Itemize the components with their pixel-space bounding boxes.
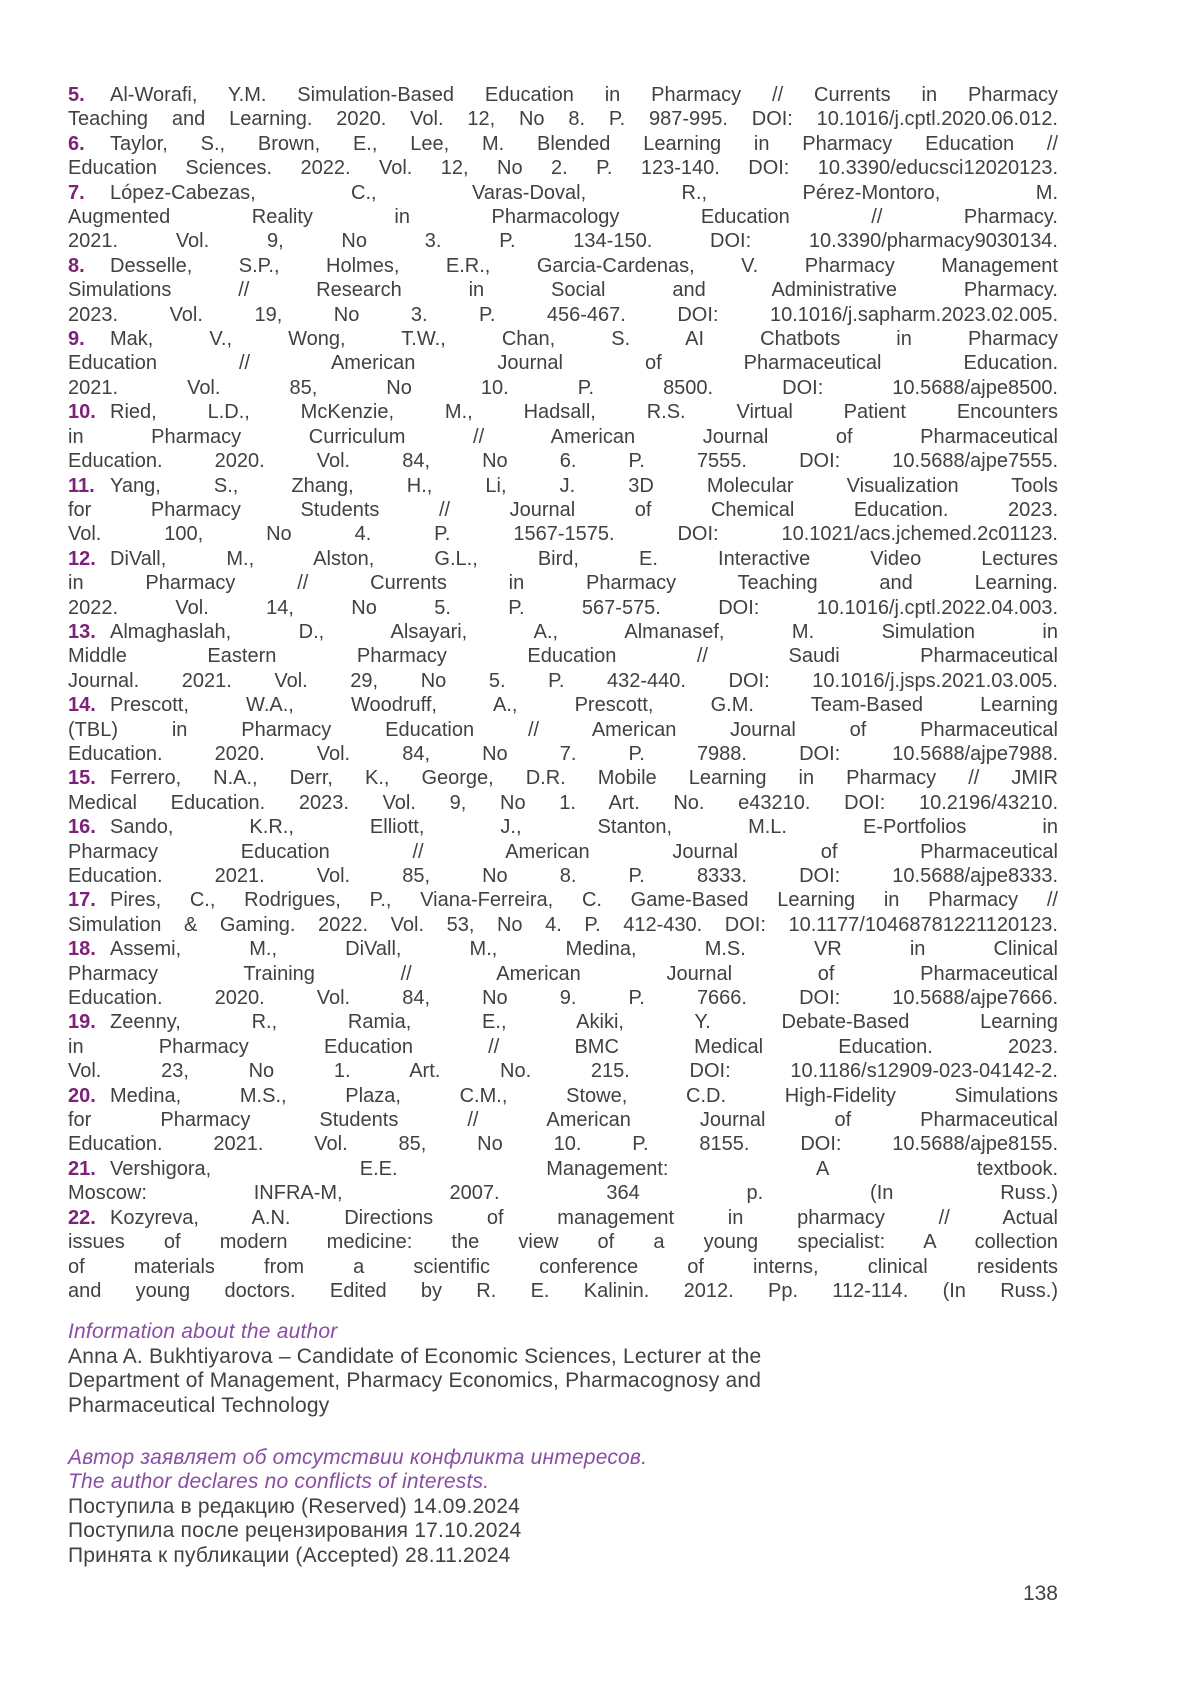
reference-number: 14.: [68, 694, 96, 717]
reference-line: Education. 2021. Vol. 85, No 8. P. 8333. DOI: 10.5688/ajpe8333.: [68, 865, 1058, 887]
reference-number: 10.: [68, 401, 96, 424]
reference-line: Education Sciences. 2022. Vol. 12, No 2. P. 123-140. DOI: 10.3390/educsci12020123.: [68, 157, 1058, 180]
page-number: 138: [1022, 1581, 1058, 1605]
reference-number: 20.: [68, 1084, 96, 1107]
reference-line: Pharmacy Training // American Journal of Pharmaceutical: [68, 962, 1058, 985]
reference-line: 2022. Vol. 14, No 5. P. 567-575. DOI: 10.1016/j.cptl.2022.04.003.: [68, 596, 1058, 619]
reference-text: Kozyreva, A.N. Directions of management in pharmacy // Actual: [110, 1206, 1058, 1229]
reference-line: for Pharmacy Students // American Journal of Pharmaceutical: [68, 1109, 1058, 1132]
reference-line: for Pharmacy Students // Journal of Chemical Education. 2023.: [68, 498, 1058, 521]
reference-text: Vershigora, E.E. Management: A textbook.: [110, 1157, 1058, 1180]
reference-line: [68, 83, 1058, 107]
reference-line: [68, 327, 1058, 351]
reference-number: 9.: [68, 328, 85, 351]
references-list: [68, 83, 1058, 1303]
reference-line: [68, 400, 1058, 424]
reference-number: 13.: [68, 620, 96, 643]
reference-line: Education. 2020. Vol. 84, No 9. P. 7666. DOI: 10.5688/ajpe7666.: [68, 987, 1058, 1010]
reference-text: Zeenny, R., Ramia, E., Akiki, Y. Debate-Based Learning: [110, 1011, 1058, 1034]
reference-line: Moscow: INFRA-M, 2007. 364 p. (In Russ.): [68, 1182, 1058, 1205]
reference-line: Simulation & Gaming. 2022. Vol. 53, No 4. P. 412-430. DOI: 10.1177/10468781221120123.: [68, 913, 1058, 936]
reference-text: DiVall, M., Alston, G.L., Bird, E. Interactive Video Lectures: [110, 547, 1058, 570]
reference-number: 22.: [68, 1206, 96, 1229]
reference-number: 18.: [68, 938, 96, 961]
reference-line: 2021. Vol. 85, No 10. P. 8500. DOI: 10.5688/ajpe8500.: [68, 376, 1058, 399]
accepted-date-line: Принята к публикации (Accepted) 28.11.2024: [68, 1543, 511, 1567]
reference-line: Education. 2020. Vol. 84, No 7. P. 7988. DOI: 10.5688/ajpe7988.: [68, 742, 1058, 765]
reference-line: Education. 2021. Vol. 85, No 10. P. 8155. DOI: 10.5688/ajpe8155.: [68, 1133, 1058, 1156]
footer-section: [68, 1446, 1058, 1568]
reference-text: Ferrero, N.A., Derr, K., George, D.R. Mobile Learning in Pharmacy // JMIR: [110, 767, 1058, 790]
reference-line: [68, 181, 1058, 205]
reference-line: in Pharmacy Education // BMC Medical Education. 2023.: [68, 1035, 1058, 1058]
reference-text: Al-Worafi, Y.M. Simulation-Based Education in Pharmacy // Currents in Pharmacy: [110, 84, 1058, 106]
reference-line: [68, 766, 1058, 790]
reference-number: 6.: [68, 132, 85, 155]
reference-line: [68, 1010, 1058, 1034]
conflict-statement-ru: Автор заявляет об отсутствии конфликта интересов.: [68, 1445, 648, 1469]
reference-line: Teaching and Learning. 2020. Vol. 12, No 8. P. 987-995. DOI: 10.1016/j.cptl.2020.06.012.: [68, 108, 1058, 131]
reference-line: [68, 937, 1058, 961]
reference-number: 5.: [68, 84, 85, 106]
received-date-line: Поступила в редакцию (Reserved) 14.09.2024: [68, 1494, 521, 1518]
author-info-line: Department of Management, Pharmacy Economics, Pharmacognosy and: [68, 1369, 762, 1393]
revised-date-line: Поступила после рецензирования 17.10.2024: [68, 1519, 522, 1543]
reference-text: Mak, V., Wong, T.W., Chan, S. AI Chatbots in Pharmacy: [110, 328, 1058, 351]
reference-line: Pharmacy Education // American Journal of Pharmaceutical: [68, 840, 1058, 863]
reference-text: Yang, S., Zhang, H., Li, J. 3D Molecular Visualization Tools: [110, 474, 1058, 497]
reference-line: Education // American Journal of Pharmaceutical Education.: [68, 352, 1058, 375]
reference-text: Almaghaslah, D., Alsayari, A., Almanasef, M. Simulation in: [110, 620, 1058, 643]
reference-number: 7.: [68, 181, 85, 204]
reference-line: [68, 254, 1058, 278]
reference-text: Sando, K.R., Elliott, J., Stanton, M.L. E-Portfolios in: [110, 816, 1058, 839]
reference-line: Journal. 2021. Vol. 29, No 5. P. 432-440. DOI: 10.1016/j.jsps.2021.03.005.: [68, 669, 1058, 692]
reference-number: 17.: [68, 889, 96, 912]
reference-line: [68, 815, 1058, 839]
reference-text: Ried, L.D., McKenzie, M., Hadsall, R.S. Virtual Patient Encounters: [110, 401, 1058, 424]
reference-line: and young doctors. Edited by R. E. Kalinin. 2012. Pp. 112-114. (In Russ.): [68, 1279, 1058, 1302]
reference-line: Vol. 100, No 4. P. 1567-1575. DOI: 10.1021/acs.jchemed.2c01123.: [68, 523, 1058, 546]
reference-line: [68, 1084, 1058, 1108]
reference-line: Vol. 23, No 1. Art. No. 215. DOI: 10.1186/s12909-023-04142-2.: [68, 1060, 1058, 1083]
reference-text: Assemi, M., DiVall, M., Medina, M.S. VR in Clinical: [110, 938, 1058, 961]
reference-text: Pires, C., Rodrigues, P., Viana-Ferreira, C. Game-Based Learning in Pharmacy //: [110, 889, 1058, 912]
reference-line: [68, 132, 1058, 156]
reference-line: [68, 474, 1058, 498]
author-info-line: Anna A. Bukhtiyarova – Candidate of Economic Sciences, Lecturer at the: [68, 1344, 762, 1368]
reference-line: Simulations // Research in Social and Administrative Pharmacy.: [68, 279, 1058, 302]
reference-line: [68, 888, 1058, 912]
reference-text: Prescott, W.A., Woodruff, A., Prescott, G.M. Team-Based Learning: [110, 694, 1058, 717]
reference-line: issues of modern medicine: the view of a young specialist: A collection: [68, 1231, 1058, 1254]
reference-number: 12.: [68, 547, 96, 570]
reference-line: 2023. Vol. 19, No 3. P. 456-467. DOI: 10.1016/j.sapharm.2023.02.005.: [68, 303, 1058, 326]
reference-line: in Pharmacy Curriculum // American Journal of Pharmaceutical: [68, 425, 1058, 448]
reference-line: 2021. Vol. 9, No 3. P. 134-150. DOI: 10.3390/pharmacy9030134.: [68, 230, 1058, 253]
reference-text: Medina, M.S., Plaza, C.M., Stowe, C.D. High-Fidelity Simulations: [110, 1084, 1058, 1107]
reference-line: Middle Eastern Pharmacy Education // Saudi Pharmaceutical: [68, 645, 1058, 668]
reference-line: [68, 547, 1058, 571]
reference-line: in Pharmacy // Currents in Pharmacy Teaching and Learning.: [68, 572, 1058, 595]
reference-number: 16.: [68, 816, 96, 839]
reference-text: Taylor, S., Brown, E., Lee, M. Blended Learning in Pharmacy Education //: [110, 132, 1058, 155]
reference-number: 21.: [68, 1157, 96, 1180]
reference-number: 19.: [68, 1011, 96, 1034]
reference-number: 15.: [68, 767, 96, 790]
reference-number: 8.: [68, 254, 85, 277]
reference-line: Augmented Reality in Pharmacology Education // Pharmacy.: [68, 206, 1058, 229]
reference-line: [68, 1206, 1058, 1230]
author-info-heading: Information about the author: [68, 1320, 338, 1344]
conflict-statement-en: The author declares no conflicts of interests.: [68, 1470, 490, 1494]
reference-number: 11.: [68, 474, 95, 497]
author-info-line: Pharmaceutical Technology: [68, 1393, 330, 1417]
reference-line: [68, 620, 1058, 644]
reference-line: [68, 1157, 1058, 1181]
reference-line: [68, 693, 1058, 717]
reference-line: of materials from a scientific conference of interns, clinical residents: [68, 1255, 1058, 1278]
reference-text: López-Cabezas, C., Varas-Doval, R., Pérez-Montoro, M.: [110, 181, 1058, 204]
reference-line: Education. 2020. Vol. 84, No 6. P. 7555. DOI: 10.5688/ajpe7555.: [68, 450, 1058, 473]
reference-text: Desselle, S.P., Holmes, E.R., Garcia-Cardenas, V. Pharmacy Management: [110, 254, 1058, 277]
reference-line: (TBL) in Pharmacy Education // American Journal of Pharmaceutical: [68, 718, 1058, 741]
reference-line: Medical Education. 2023. Vol. 9, No 1. Art. No. e43210. DOI: 10.2196/43210.: [68, 791, 1058, 814]
